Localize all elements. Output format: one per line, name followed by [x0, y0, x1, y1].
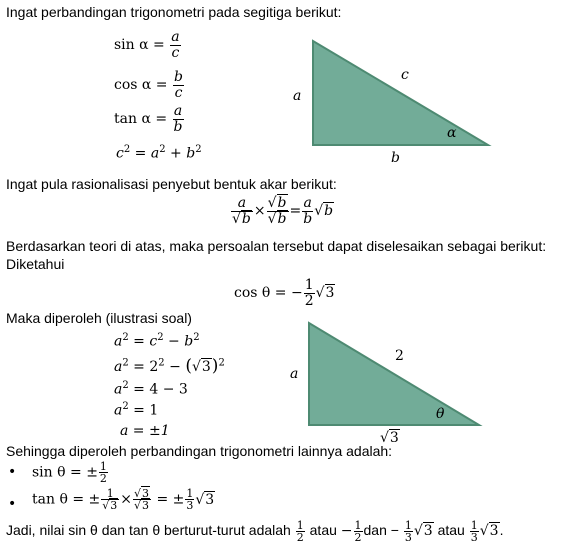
sin-den: c	[171, 44, 180, 61]
triangle-2-label-2: 2	[395, 348, 404, 364]
tan-num: a	[173, 103, 183, 119]
pythagoras-formula: $c^2 = a^2 + b^2$	[116, 144, 202, 162]
theory-sentence: Berdasarkan teori di atas, maka persoalan tersebut dapat diselesaikan sebagai berikut:	[6, 238, 547, 254]
step-5: a = ±1	[120, 423, 170, 439]
cos-den: c	[174, 84, 183, 101]
triangle-2-label-a: a	[290, 366, 299, 382]
rationalization-heading: Ingat pula rasionalisasi penyebut bentuk akar berikut:	[6, 176, 337, 192]
triangle-1-label-b: b	[391, 150, 400, 166]
rat-frac-2: $\frac{√b}{√b}$	[267, 195, 287, 227]
sin-num: a	[171, 29, 180, 45]
tan-result: tan θ = ± $\frac{1}{√3}$ × $\frac{√3}{√3}$ = ± $\frac{1}{3}$ √3	[32, 487, 215, 512]
conclusion: Jadi, nilai sin θ dan tan θ berturut-turut adalah $\frac{1}{2}$ atau − $\frac{1}{2}$ dan − $\frac{1}{3}$ √3 atau $\frac{1}{3}$ √3.	[6, 519, 504, 544]
cos-num: b	[174, 69, 183, 85]
rationalization-formula: $\frac{a}{√b}$ × $\frac{√b}{√b}$ = $\frac{a}{b}$ √b	[232, 195, 334, 227]
rat-frac-1: $\frac{a}{√b}$	[232, 195, 251, 227]
step-4: $a^2 = 1$	[114, 401, 159, 419]
step-3: $a^2 = 4 - 3$	[114, 380, 188, 398]
tan-lhs: tan α =	[114, 111, 168, 128]
triangle-1	[313, 41, 488, 145]
triangle-2-label-base: √3	[380, 430, 399, 446]
step-1: $a^2 = c^2 - b^2$	[114, 332, 200, 350]
tan-den: b	[173, 118, 183, 135]
given-label: Diketahui	[6, 256, 65, 272]
cos-lhs: cos α =	[114, 77, 168, 94]
intro-heading: Ingat perbandingan trigonometri pada segitiga berikut:	[6, 4, 342, 20]
bullet-1: •	[8, 464, 17, 480]
triangle-2	[309, 323, 479, 425]
bullet-2: •	[8, 496, 17, 512]
triangle-1-label-alpha: α	[447, 125, 457, 141]
sin-result: sin θ = ± $\frac{1}{2}$	[32, 460, 107, 485]
derived-label: Maka diperoleh (ilustrasi soal)	[6, 310, 192, 326]
triangle-1-label-c: c	[401, 67, 409, 83]
step-2: $a^2 = 2^2 - (√3)^2$	[114, 356, 225, 376]
triangle-1-label-a: a	[293, 88, 302, 104]
rat-frac-3: $\frac{a}{b}$	[303, 195, 313, 227]
triangle-2-label-theta: θ	[436, 406, 445, 422]
given-formula: cos θ = − $\frac{1}{2}$ √3	[234, 277, 335, 309]
sin-lhs: sin α =	[114, 37, 165, 54]
ratios-heading: Sehingga diperoleh perbandingan trigonometri lainnya adalah:	[6, 443, 393, 459]
